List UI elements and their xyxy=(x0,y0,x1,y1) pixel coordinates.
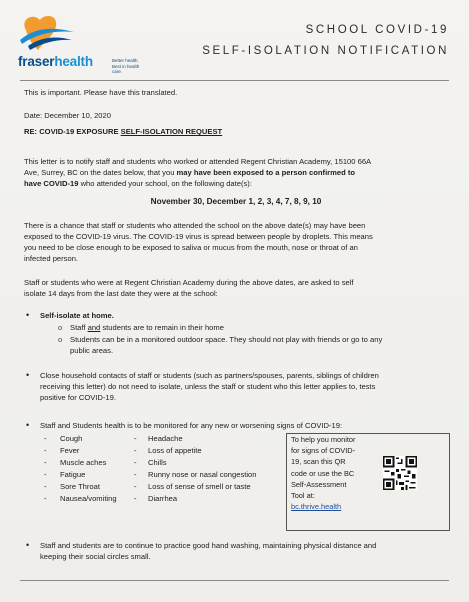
dash-bullet-icon: - xyxy=(44,482,47,491)
bullet-icon: • xyxy=(26,420,30,430)
sub-bullet-icon: o xyxy=(58,323,63,332)
symptom-item: Nausea/vomiting xyxy=(60,494,117,503)
isolation-rule: Staff and students are to remain in their home xyxy=(70,323,224,332)
dash-bullet-icon: - xyxy=(44,446,47,455)
exposure-paragraph: infected person. xyxy=(24,254,79,263)
bullet-icon: • xyxy=(26,540,30,550)
symptom-item: Headache xyxy=(148,434,183,443)
box-text: 19, scan this QR xyxy=(291,457,346,467)
exposure-dates: November 30, December 1, 2, 3, 4, 7, 8, 9, 10 xyxy=(150,197,322,206)
symptom-item: Fever xyxy=(60,446,80,455)
dash-bullet-icon: - xyxy=(134,434,137,443)
dash-bullet-icon: - xyxy=(44,434,47,443)
logo-tagline: Best in health care. xyxy=(112,64,140,74)
exposure-paragraph: There is a chance that staff or students who attended the school on the above date(s) may have been xyxy=(24,221,366,230)
dash-bullet-icon: - xyxy=(134,446,137,455)
self-assessment-box xyxy=(286,433,450,531)
self-assessment-link[interactable]: bc.thrive.health xyxy=(291,502,342,512)
box-text: Tool at: xyxy=(291,491,315,501)
isolation-rule: public areas. xyxy=(70,346,114,355)
logo-wordmark: fraserhealth xyxy=(18,54,93,69)
household-contacts-text: positive for COVID-19. xyxy=(40,393,116,402)
bullet-icon: • xyxy=(26,370,30,380)
dash-bullet-icon: - xyxy=(134,494,137,503)
isolation-rule: Students can be in a monitored outdoor space. They should not play with friends or go to any xyxy=(70,335,383,344)
isolation-paragraph: isolate 14 days from the last date they were at the school: xyxy=(24,289,218,298)
box-text: code or use the BC xyxy=(291,468,355,478)
intro-line: have COVID-19 who attended your school, on the following date(s): xyxy=(24,179,252,188)
symptom-item: Chills xyxy=(148,458,167,467)
exposure-paragraph: exposed to the COVID-19 virus. The COVID-19 virus is spread between people by droplets. This means xyxy=(24,232,373,241)
box-text: for signs of COVID- xyxy=(291,446,356,456)
household-contacts-text: Close household contacts of staff or students (such as partners/spouses, parents, siblings of children xyxy=(40,371,379,380)
symptom-item: Sore Throat xyxy=(60,482,100,491)
hygiene-text: Staff and students are to continue to practice good hand washing, maintaining physical distance and xyxy=(40,541,377,550)
translate-notice: This is important. Please have this translated. xyxy=(24,88,178,97)
sub-bullet-icon: o xyxy=(58,335,63,344)
bullet-icon: • xyxy=(26,310,30,320)
box-text: Self-Assessment xyxy=(291,479,347,489)
letter-date: Date: December 10, 2020 xyxy=(24,111,111,120)
household-contacts-text: receiving this letter) do not need to isolate, unless the staff or student who this letter applies to, tests xyxy=(40,382,376,391)
dash-bullet-icon: - xyxy=(44,458,47,467)
isolation-paragraph: Staff or students who were at Regent Christian Academy during the above dates, are asked to self xyxy=(24,278,354,287)
box-text: To help you monitor xyxy=(291,435,356,444)
intro-line: Ave, Surrey, BC on the dates below, that you may have been exposed to a person confirmed to xyxy=(24,168,356,177)
exposure-paragraph: you need to be close enough to be exposed to saliva or mucus from the mouth, nose or throat of an xyxy=(24,243,358,252)
symptom-item: Loss of appetite xyxy=(148,446,202,455)
header-title: SCHOOL COVID-19 xyxy=(305,24,449,36)
header-subtitle: SELF-ISOLATION NOTIFICATION xyxy=(202,45,449,57)
dash-bullet-icon: - xyxy=(44,494,47,503)
isolate-heading: Self-isolate at home. xyxy=(40,311,114,320)
symptom-item: Muscle aches xyxy=(60,458,107,467)
monitor-heading: Staff and Students health is to be monitored for any new or worsening signs of COVID-19: xyxy=(40,421,343,430)
symptom-item: Cough xyxy=(60,434,83,443)
dash-bullet-icon: - xyxy=(44,470,47,479)
logo-tagline: Better health. xyxy=(112,58,139,63)
intro-line: This letter is to notify staff and students who worked or attended Regent Christian Academy, 15100 66A xyxy=(24,157,372,166)
qr-code-icon[interactable] xyxy=(383,456,417,490)
hygiene-text: keeping their social circles small. xyxy=(40,552,151,561)
subject-line: RE: COVID-19 EXPOSURE SELF-ISOLATION REQUEST xyxy=(24,127,223,136)
dash-bullet-icon: - xyxy=(134,458,137,467)
dash-bullet-icon: - xyxy=(134,470,137,479)
divider xyxy=(20,80,449,81)
heart-logo-icon xyxy=(18,10,78,54)
symptom-item: Loss of sense of smell or taste xyxy=(148,482,251,491)
fraser-health-logo xyxy=(18,10,148,72)
symptom-item: Runny nose or nasal congestion xyxy=(148,470,257,479)
symptom-item: Diarrhea xyxy=(148,494,178,503)
symptom-item: Fatigue xyxy=(60,470,86,479)
dash-bullet-icon: - xyxy=(134,482,137,491)
divider xyxy=(20,580,449,581)
